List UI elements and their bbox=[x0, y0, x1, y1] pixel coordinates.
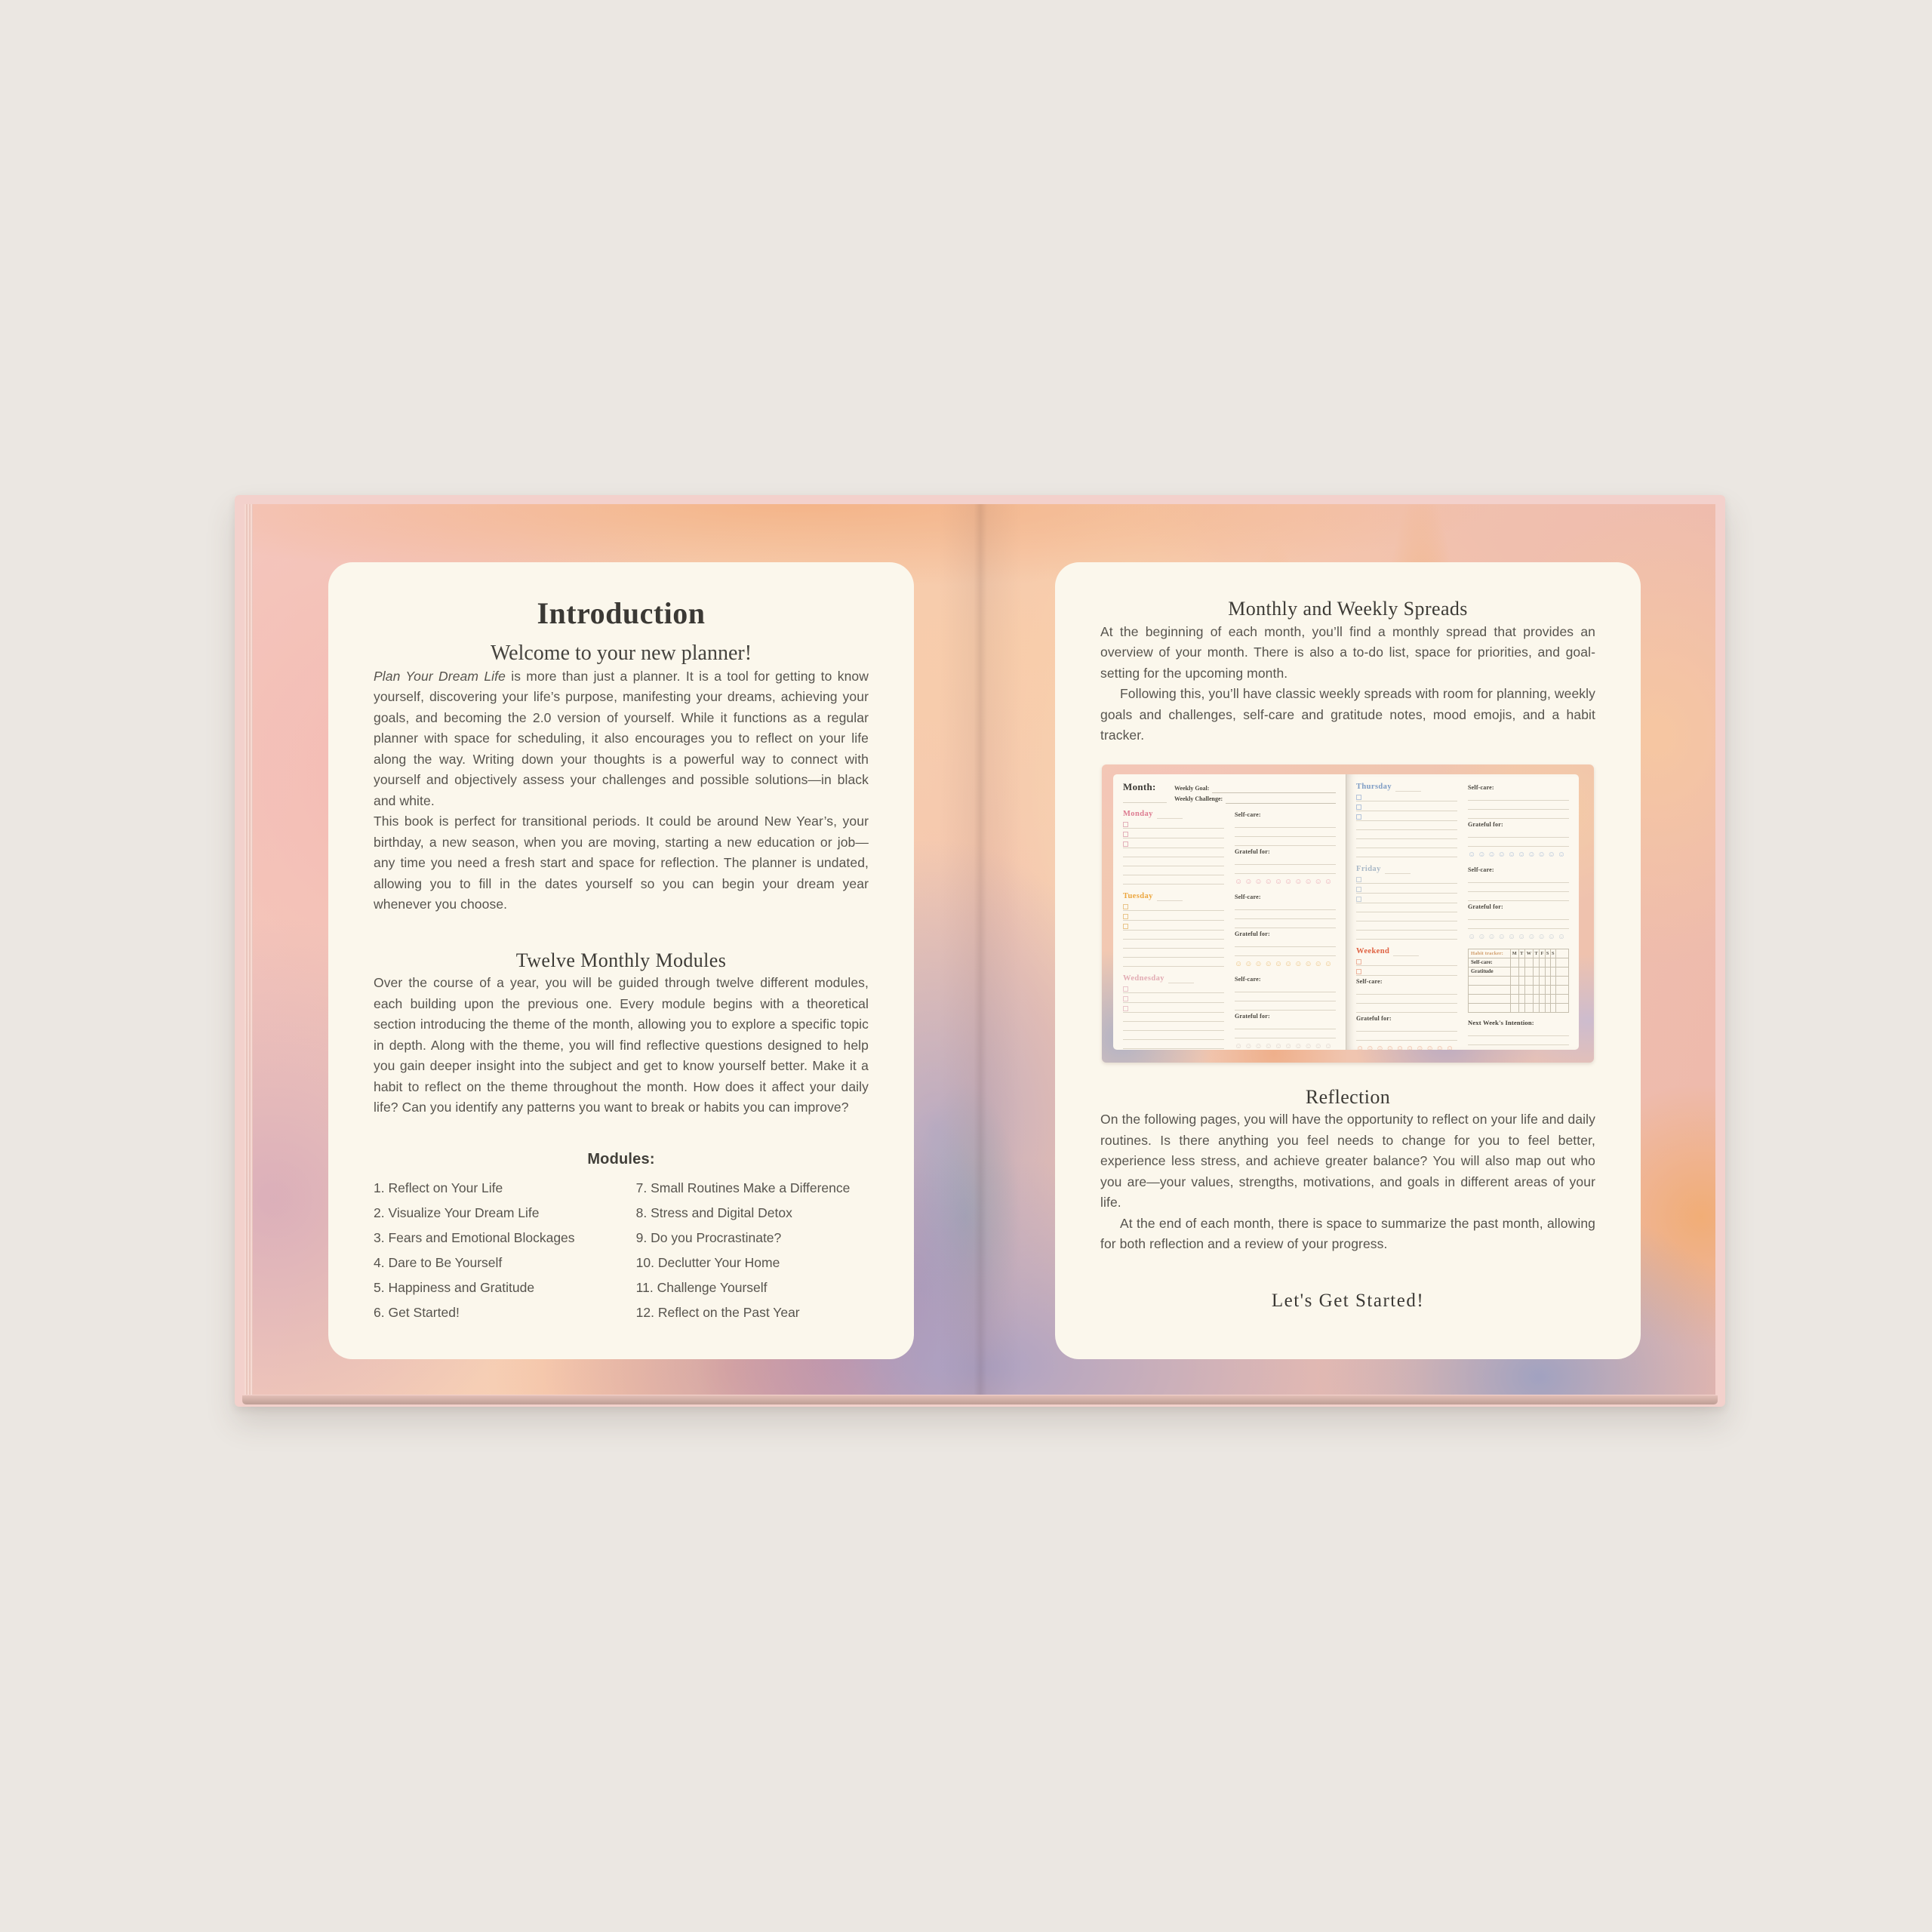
module-item: 6. Get Started! bbox=[374, 1304, 460, 1320]
checkbox-line bbox=[1356, 894, 1457, 903]
mood-emoji-row-icon: ☺☺☺☺☺☺☺☺☺☺ bbox=[1235, 877, 1335, 886]
weekly-goal-line bbox=[1212, 786, 1336, 793]
module-item: 9. Do you Procrastinate? bbox=[635, 1229, 782, 1245]
intro-paragraph-2: This book is perfect for transitional periods. It could be around New Year’s, your birthday, a new season, when you are moving, starting a new education or job—any time you need a fresh start and space for reflection. The planner is undated, allowing you to fill in the dates yourself so you can begin your dream year whenever you choose. bbox=[374, 814, 869, 912]
module-item: 8. Stress and Digital Detox bbox=[635, 1204, 792, 1220]
left-page-panel bbox=[328, 562, 914, 1359]
ruled-lines bbox=[1356, 903, 1457, 940]
grateful-for-label: Grateful for: bbox=[1235, 930, 1270, 937]
mood-emoji-row-icon: ☺☺☺☺☺☺☺☺☺☺ bbox=[1468, 850, 1568, 859]
modules-label: Modules: bbox=[587, 1150, 655, 1168]
reflection-paragraph-2: At the end of each month, there is space to summarize the past month, allowing for both reflection and a review of your progress. bbox=[1100, 1215, 1595, 1251]
grateful-for-label: Grateful for: bbox=[1235, 848, 1270, 855]
ruled-lines bbox=[1468, 829, 1569, 847]
spreads-paragraph-1: At the beginning of each month, you’ll find a monthly spread that provides an overview of your month. There is also a to-do list, space for priorities, and goal-setting for the upcoming month. bbox=[1100, 623, 1595, 681]
preview-left-page bbox=[1113, 774, 1346, 1050]
self-care-label: Self-care: bbox=[1468, 783, 1494, 791]
ruled-lines bbox=[1123, 931, 1224, 967]
checkbox-line bbox=[1356, 792, 1457, 801]
module-item: 5. Happiness and Gratitude bbox=[374, 1279, 535, 1295]
checkbox-line bbox=[1123, 901, 1224, 911]
habit-col: M bbox=[1510, 949, 1518, 958]
self-care-label: Self-care: bbox=[1235, 811, 1261, 818]
ruled-lines bbox=[1123, 848, 1224, 884]
ruled-lines bbox=[1235, 901, 1336, 928]
checkbox-line bbox=[1123, 993, 1224, 1003]
right-page-panel bbox=[1055, 562, 1641, 1359]
module-item: 10. Declutter Your Home bbox=[635, 1254, 780, 1270]
page-subtitle: Welcome to your new planner! bbox=[490, 641, 752, 665]
habit-col: S bbox=[1550, 949, 1555, 958]
self-care-label: Self-care: bbox=[1356, 977, 1383, 985]
checkbox-line bbox=[1123, 921, 1224, 931]
month-label: Month: bbox=[1123, 780, 1156, 792]
book-bottom-edge bbox=[242, 1395, 1718, 1404]
spreads-title: Monthly and Weekly Spreads bbox=[1228, 598, 1468, 620]
modules-list bbox=[374, 1176, 869, 1325]
book-spine bbox=[939, 504, 1022, 1395]
reflection-title: Reflection bbox=[1305, 1085, 1391, 1108]
checkbox-line bbox=[1123, 829, 1224, 838]
module-item: 3. Fears and Emotional Blockages bbox=[374, 1229, 575, 1245]
day-label-monday: Monday bbox=[1123, 809, 1224, 819]
weekly-goal-row bbox=[1174, 783, 1336, 793]
mood-emoji-row-icon: ☺☺☺☺☺☺☺☺☺☺ bbox=[1235, 959, 1335, 968]
module-item: 12. Reflect on the Past Year bbox=[635, 1304, 800, 1320]
module-item: 11. Challenge Yourself bbox=[635, 1279, 768, 1295]
book-title-italic: Plan Your Dream Life bbox=[374, 668, 506, 684]
reflection-paragraph-1: On the following pages, you will have the opportunity to reflect on your life and daily routines. Is there anything you feel needs to change for you to feel better, experience less stress, and achieve greater balance? You will also map out who you are—your values, strengths, motivations, and goals in different areas of your life. bbox=[1100, 1112, 1595, 1210]
page-title: Introduction bbox=[537, 596, 706, 630]
checkbox-line bbox=[1356, 874, 1457, 884]
habit-col: W bbox=[1524, 949, 1533, 958]
ruled-lines bbox=[1235, 983, 1336, 1011]
checkbox-line bbox=[1356, 966, 1457, 976]
ruled-lines bbox=[1468, 911, 1569, 929]
modules-column-1 bbox=[374, 1176, 636, 1325]
mood-emoji-row-icon: ☺☺☺☺☺☺☺☺☺☺ bbox=[1468, 932, 1568, 941]
day-section-wednesday bbox=[1123, 974, 1336, 1050]
lets-get-started-text: Let's Get Started! bbox=[1271, 1290, 1425, 1311]
weekly-challenge-label: Weekly Challenge: bbox=[1174, 795, 1223, 802]
ruled-lines bbox=[1235, 819, 1336, 846]
planner-book bbox=[235, 495, 1725, 1407]
day-section-weekend bbox=[1356, 946, 1569, 1050]
ruled-lines bbox=[1235, 856, 1336, 874]
day-section-tuesday bbox=[1123, 891, 1336, 970]
habit-tracker-title: Habit tracker: bbox=[1469, 949, 1511, 958]
month-blank-line bbox=[1123, 792, 1167, 803]
module-item: 7. Small Routines Make a Difference bbox=[635, 1180, 851, 1195]
ruled-lines bbox=[1356, 1023, 1457, 1041]
checkbox-line bbox=[1123, 819, 1224, 829]
habit-col: F bbox=[1540, 949, 1546, 958]
weekly-challenge-line bbox=[1226, 796, 1336, 804]
intro-paragraph-1 bbox=[374, 666, 869, 812]
ruled-lines bbox=[1468, 874, 1569, 901]
grateful-for-label: Grateful for: bbox=[1235, 1012, 1270, 1020]
checkbox-line bbox=[1123, 838, 1224, 848]
preview-right-page bbox=[1346, 774, 1579, 1050]
checkbox-line bbox=[1123, 1003, 1224, 1013]
day-section-thursday bbox=[1356, 782, 1569, 860]
checkbox-line bbox=[1356, 884, 1457, 894]
month-block bbox=[1123, 782, 1167, 804]
module-item: 2. Visualize Your Dream Life bbox=[374, 1204, 540, 1220]
habit-col: S bbox=[1545, 949, 1550, 958]
weekly-goals-block bbox=[1174, 782, 1336, 804]
spreads-paragraph-2: Following this, you’ll have classic weekly spreads with room for planning, weekly goals and challenges, self-care and gratitude notes, mood emojis, and a habit tracker. bbox=[1100, 686, 1595, 743]
self-care-label: Self-care: bbox=[1235, 893, 1261, 900]
day-label-thursday: Thursday bbox=[1356, 782, 1457, 792]
habit-col: T bbox=[1534, 949, 1540, 958]
checkbox-line bbox=[1356, 811, 1457, 821]
ruled-lines bbox=[1356, 986, 1457, 1013]
weekly-challenge-row bbox=[1174, 793, 1336, 804]
habit-row-label: Gratitude bbox=[1469, 967, 1511, 976]
checkbox-line bbox=[1356, 801, 1457, 811]
weekly-goal-label: Weekly Goal: bbox=[1174, 784, 1210, 792]
ruled-lines bbox=[1468, 792, 1569, 819]
self-care-label: Self-care: bbox=[1468, 866, 1494, 873]
preview-pages bbox=[1113, 774, 1579, 1050]
day-label-friday: Friday bbox=[1356, 864, 1457, 874]
day-section-friday bbox=[1356, 864, 1569, 943]
day-label-tuesday: Tuesday bbox=[1123, 891, 1224, 901]
habit-col: T bbox=[1518, 949, 1524, 958]
module-item: 1. Reflect on Your Life bbox=[374, 1180, 503, 1195]
modules-paragraph: Over the course of a year, you will be guided through twelve different modules, each building upon the previous one. Every module begins with a theoretical section introducing the theme of the month, allowing you to explore a specific topic in depth. Along with the theme, you will find reflective questions designed to help you gain deeper insight into the subject and get to know yourself better. Make it a habit to reflect on the theme throughout the month. How does it affect your daily life? Can you identify any patterns you want to break or habits you can improve? bbox=[374, 975, 869, 1115]
mood-emoji-row-icon: ☺☺☺☺☺☺☺☺☺☺ bbox=[1356, 1044, 1457, 1050]
checkbox-line bbox=[1356, 956, 1457, 966]
grateful-for-label: Grateful for: bbox=[1468, 903, 1503, 910]
section-title-modules: Twelve Monthly Modules bbox=[515, 949, 727, 971]
ruled-lines bbox=[1123, 1013, 1224, 1049]
grateful-for-label: Grateful for: bbox=[1356, 1014, 1392, 1022]
mood-emoji-row-icon: ☺☺☺☺☺☺☺☺☺☺ bbox=[1235, 1041, 1335, 1050]
preview-header bbox=[1123, 782, 1336, 804]
modules-column-2 bbox=[636, 1176, 869, 1325]
ruled-lines bbox=[1235, 1020, 1336, 1038]
ruled-lines bbox=[1235, 938, 1336, 956]
day-label-weekend: Weekend bbox=[1356, 946, 1457, 956]
habit-row-label: Self-care: bbox=[1469, 958, 1511, 967]
weekly-spread-preview bbox=[1102, 764, 1594, 1063]
habit-tracker bbox=[1468, 949, 1569, 1013]
page-stack-edge bbox=[245, 504, 253, 1395]
checkbox-line bbox=[1123, 911, 1224, 921]
checkbox-line bbox=[1123, 983, 1224, 993]
self-care-label: Self-care: bbox=[1235, 975, 1261, 983]
module-item: 4. Dare to Be Yourself bbox=[374, 1254, 503, 1270]
day-label-wednesday: Wednesday bbox=[1123, 974, 1224, 983]
intro-paragraph-1-text: is more than just a planner. It is a tool for getting to know yourself, discovering your life’s purpose, manifesting your dreams, achieving your goals, and becoming the 2.0 version of yourself. While it functions as a regular planner with space for scheduling, it also encourages you to reflect on your life along the way. Writing down your thoughts is a powerful way to connect with yourself and objectively assess your challenges and possible solutions—in black and white. bbox=[374, 668, 869, 808]
ruled-lines bbox=[1356, 821, 1457, 857]
day-section-monday bbox=[1123, 809, 1336, 888]
habit-col-notes bbox=[1555, 949, 1568, 958]
grateful-for-label: Grateful for: bbox=[1468, 820, 1503, 828]
next-week-intention-label: Next Week's Intention: bbox=[1468, 1018, 1534, 1026]
ruled-lines bbox=[1468, 1027, 1569, 1045]
